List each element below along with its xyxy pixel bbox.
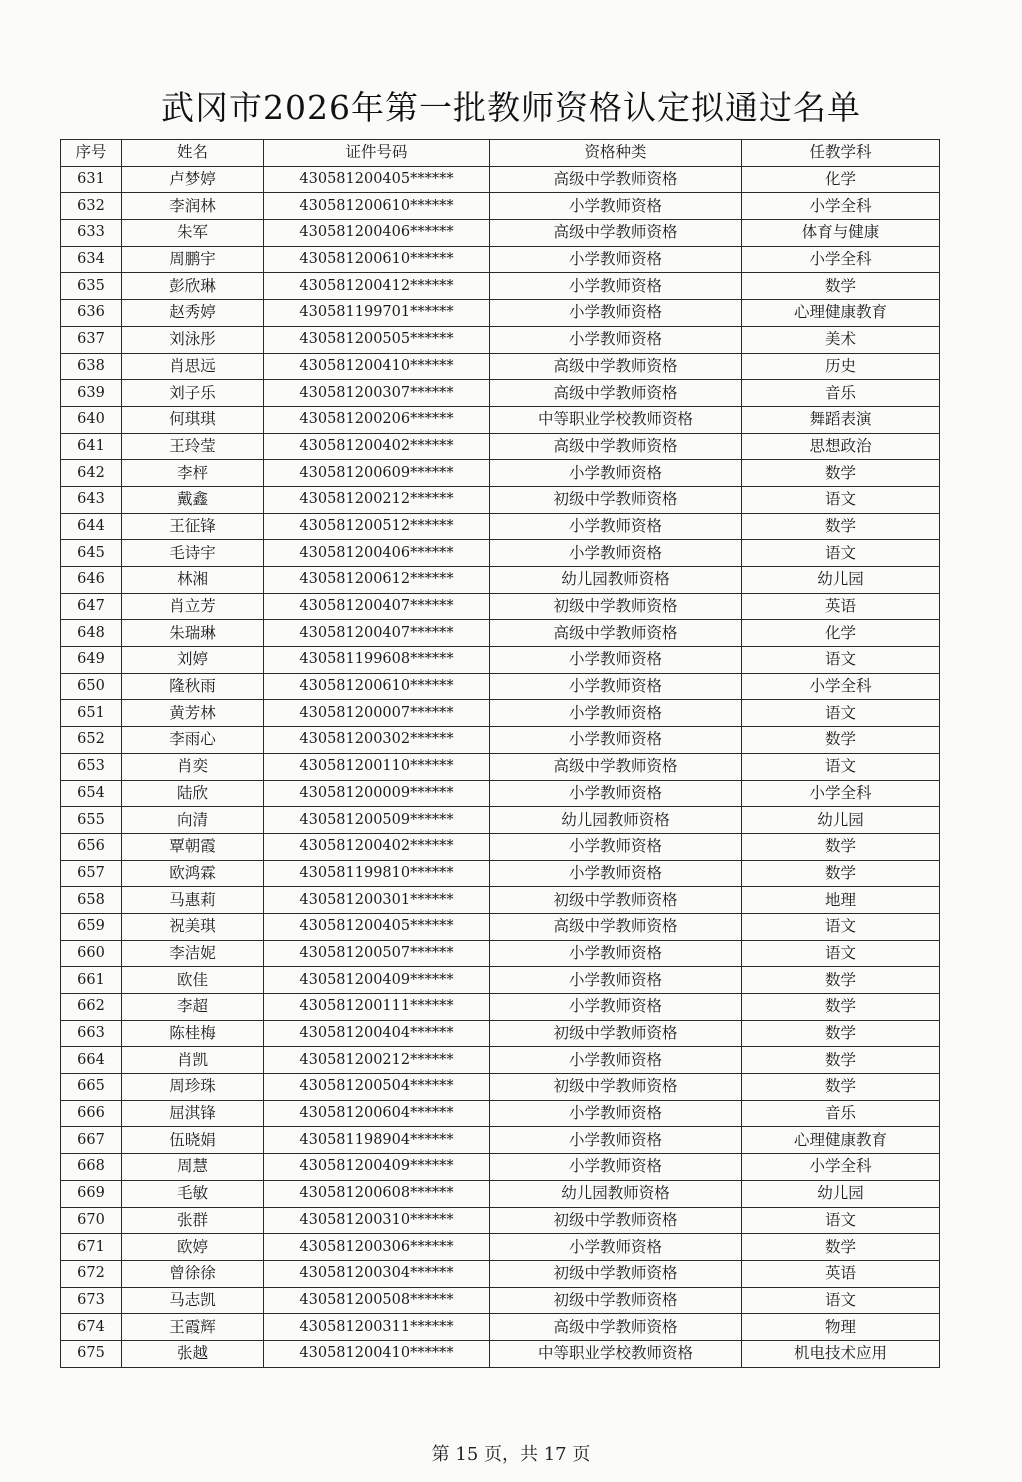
cell-qualification-type: 高级中学教师资格 [490, 620, 742, 647]
table-row [61, 460, 940, 487]
cell-qualification-type: 小学教师资格 [490, 300, 742, 327]
cell-name: 林湘 [122, 567, 264, 594]
cell-seq: 631 [61, 166, 122, 193]
table-row [61, 1154, 940, 1181]
cell-name: 王征锋 [122, 513, 264, 540]
cell-qualification-type: 小学教师资格 [490, 540, 742, 567]
table-row [61, 273, 940, 300]
header-seq: 序号 [61, 140, 122, 167]
table-row [61, 540, 940, 567]
cell-qualification-type: 初级中学教师资格 [490, 1074, 742, 1101]
cell-id-number: 430581200409****** [264, 967, 490, 994]
cell-seq: 670 [61, 1207, 122, 1234]
cell-seq: 648 [61, 620, 122, 647]
cell-id-number: 430581200610****** [264, 193, 490, 220]
cell-id-number: 430581200508****** [264, 1287, 490, 1314]
header-subject: 任教学科 [742, 140, 940, 167]
cell-seq: 638 [61, 353, 122, 380]
cell-qualification-type: 小学教师资格 [490, 1127, 742, 1154]
cell-seq: 632 [61, 193, 122, 220]
cell-id-number: 430581200302****** [264, 727, 490, 754]
cell-name: 张越 [122, 1340, 264, 1367]
cell-id-number: 430581200405****** [264, 913, 490, 940]
cell-subject: 化学 [742, 166, 940, 193]
cell-id-number: 430581199810****** [264, 860, 490, 887]
table-row [61, 593, 940, 620]
cell-id-number: 430581200509****** [264, 807, 490, 834]
cell-seq: 635 [61, 273, 122, 300]
cell-qualification-type: 小学教师资格 [490, 460, 742, 487]
cell-qualification-type: 小学教师资格 [490, 647, 742, 674]
cell-name: 屈淇锋 [122, 1100, 264, 1127]
cell-id-number: 430581200304****** [264, 1260, 490, 1287]
cell-id-number: 430581200512****** [264, 513, 490, 540]
cell-subject: 音乐 [742, 1100, 940, 1127]
cell-subject: 美术 [742, 326, 940, 353]
cell-subject: 语文 [742, 753, 940, 780]
table-row [61, 994, 940, 1021]
cell-seq: 671 [61, 1234, 122, 1261]
cell-name: 黄芳林 [122, 700, 264, 727]
cell-qualification-type: 小学教师资格 [490, 1047, 742, 1074]
cell-seq: 665 [61, 1074, 122, 1101]
cell-name: 毛诗宇 [122, 540, 264, 567]
cell-subject: 数学 [742, 1234, 940, 1261]
cell-seq: 649 [61, 647, 122, 674]
table-row [61, 326, 940, 353]
cell-name: 王玲莹 [122, 433, 264, 460]
cell-subject: 舞蹈表演 [742, 406, 940, 433]
cell-subject: 语文 [742, 1207, 940, 1234]
cell-seq: 641 [61, 433, 122, 460]
cell-qualification-type: 小学教师资格 [490, 326, 742, 353]
cell-qualification-type: 小学教师资格 [490, 1100, 742, 1127]
cell-subject: 小学全科 [742, 1154, 940, 1181]
cell-qualification-type: 初级中学教师资格 [490, 1287, 742, 1314]
cell-qualification-type: 小学教师资格 [490, 673, 742, 700]
cell-name: 王霞辉 [122, 1314, 264, 1341]
cell-seq: 668 [61, 1154, 122, 1181]
cell-subject: 体育与健康 [742, 220, 940, 247]
cell-subject: 小学全科 [742, 246, 940, 273]
cell-id-number: 430581199701****** [264, 300, 490, 327]
cell-id-number: 430581200410****** [264, 1340, 490, 1367]
table-row [61, 1020, 940, 1047]
cell-subject: 数学 [742, 860, 940, 887]
table-row [61, 353, 940, 380]
cell-qualification-type: 小学教师资格 [490, 940, 742, 967]
cell-subject: 机电技术应用 [742, 1340, 940, 1367]
cell-qualification-type: 幼儿园教师资格 [490, 567, 742, 594]
cell-subject: 语文 [742, 940, 940, 967]
cell-name: 李洁妮 [122, 940, 264, 967]
table-row [61, 246, 940, 273]
cell-name: 戴鑫 [122, 486, 264, 513]
cell-id-number: 430581200504****** [264, 1074, 490, 1101]
cell-name: 马惠莉 [122, 887, 264, 914]
table-row [61, 1180, 940, 1207]
cell-name: 周慧 [122, 1154, 264, 1181]
table-row [61, 1047, 940, 1074]
cell-subject: 历史 [742, 353, 940, 380]
cell-seq: 675 [61, 1340, 122, 1367]
cell-id-number: 430581200212****** [264, 486, 490, 513]
cell-name: 刘子乐 [122, 380, 264, 407]
cell-subject: 思想政治 [742, 433, 940, 460]
cell-seq: 656 [61, 833, 122, 860]
table-row [61, 940, 940, 967]
cell-qualification-type: 中等职业学校教师资格 [490, 1340, 742, 1367]
cell-seq: 644 [61, 513, 122, 540]
cell-seq: 652 [61, 727, 122, 754]
cell-qualification-type: 高级中学教师资格 [490, 220, 742, 247]
cell-name: 祝美琪 [122, 913, 264, 940]
cell-subject: 小学全科 [742, 780, 940, 807]
cell-subject: 化学 [742, 620, 940, 647]
cell-name: 肖凯 [122, 1047, 264, 1074]
cell-id-number: 430581200307****** [264, 380, 490, 407]
table-row [61, 780, 940, 807]
cell-subject: 语文 [742, 540, 940, 567]
document-title: 武冈市2026年第一批教师资格认定拟通过名单 [161, 88, 861, 127]
cell-name: 肖奕 [122, 753, 264, 780]
cell-id-number: 430581200206****** [264, 406, 490, 433]
cell-name: 毛敏 [122, 1180, 264, 1207]
cell-id-number: 430581200407****** [264, 593, 490, 620]
cell-id-number: 430581199608****** [264, 647, 490, 674]
cell-id-number: 430581200212****** [264, 1047, 490, 1074]
cell-id-number: 430581200404****** [264, 1020, 490, 1047]
cell-id-number: 430581200604****** [264, 1100, 490, 1127]
cell-id-number: 430581200610****** [264, 246, 490, 273]
cell-id-number: 430581200507****** [264, 940, 490, 967]
table-row [61, 1314, 940, 1341]
cell-seq: 673 [61, 1287, 122, 1314]
cell-seq: 657 [61, 860, 122, 887]
cell-name: 覃朝霞 [122, 833, 264, 860]
cell-subject: 语文 [742, 913, 940, 940]
cell-qualification-type: 小学教师资格 [490, 833, 742, 860]
cell-id-number: 430581200610****** [264, 673, 490, 700]
cell-id-number: 430581200111****** [264, 994, 490, 1021]
cell-seq: 664 [61, 1047, 122, 1074]
table-row [61, 1074, 940, 1101]
cell-seq: 636 [61, 300, 122, 327]
cell-seq: 650 [61, 673, 122, 700]
cell-qualification-type: 初级中学教师资格 [490, 1020, 742, 1047]
cell-subject: 心理健康教育 [742, 300, 940, 327]
cell-subject: 语文 [742, 647, 940, 674]
cell-qualification-type: 小学教师资格 [490, 780, 742, 807]
cell-subject: 数学 [742, 994, 940, 1021]
cell-name: 赵秀婷 [122, 300, 264, 327]
cell-qualification-type: 初级中学教师资格 [490, 887, 742, 914]
cell-id-number: 430581200402****** [264, 433, 490, 460]
table-row [61, 860, 940, 887]
cell-id-number: 430581200410****** [264, 353, 490, 380]
cell-seq: 672 [61, 1260, 122, 1287]
table-row [61, 673, 940, 700]
cell-id-number: 430581200402****** [264, 833, 490, 860]
cell-id-number: 430581200406****** [264, 540, 490, 567]
cell-name: 曾徐徐 [122, 1260, 264, 1287]
cell-qualification-type: 小学教师资格 [490, 1154, 742, 1181]
table-row [61, 753, 940, 780]
cell-subject: 幼儿园 [742, 807, 940, 834]
cell-subject: 数学 [742, 1074, 940, 1101]
table-row [61, 700, 940, 727]
header-name: 姓名 [122, 140, 264, 167]
table-row [61, 193, 940, 220]
cell-seq: 647 [61, 593, 122, 620]
cell-name: 卢梦婷 [122, 166, 264, 193]
cell-qualification-type: 高级中学教师资格 [490, 353, 742, 380]
table-body [61, 166, 940, 1367]
cell-id-number: 430581200612****** [264, 567, 490, 594]
cell-name: 李枰 [122, 460, 264, 487]
cell-subject: 语文 [742, 700, 940, 727]
cell-name: 欧鸿霖 [122, 860, 264, 887]
cell-name: 隆秋雨 [122, 673, 264, 700]
cell-name: 李超 [122, 994, 264, 1021]
cell-name: 朱瑞琳 [122, 620, 264, 647]
cell-name: 伍晓娟 [122, 1127, 264, 1154]
cell-name: 刘婷 [122, 647, 264, 674]
table-row [61, 967, 940, 994]
cell-id-number: 430581200311****** [264, 1314, 490, 1341]
cell-seq: 667 [61, 1127, 122, 1154]
cell-subject: 英语 [742, 1260, 940, 1287]
cell-seq: 645 [61, 540, 122, 567]
cell-name: 李雨心 [122, 727, 264, 754]
cell-name: 向清 [122, 807, 264, 834]
table-row [61, 887, 940, 914]
cell-seq: 658 [61, 887, 122, 914]
cell-name: 刘泳彤 [122, 326, 264, 353]
cell-qualification-type: 小学教师资格 [490, 967, 742, 994]
cell-name: 张群 [122, 1207, 264, 1234]
roster-table [60, 139, 940, 1368]
cell-seq: 653 [61, 753, 122, 780]
cell-qualification-type: 小学教师资格 [490, 727, 742, 754]
cell-seq: 633 [61, 220, 122, 247]
table-row [61, 1207, 940, 1234]
cell-seq: 662 [61, 994, 122, 1021]
cell-subject: 幼儿园 [742, 1180, 940, 1207]
table-row [61, 1234, 940, 1261]
cell-subject: 语文 [742, 486, 940, 513]
table-row [61, 486, 940, 513]
cell-name: 彭欣琳 [122, 273, 264, 300]
table-row [61, 647, 940, 674]
cell-qualification-type: 初级中学教师资格 [490, 593, 742, 620]
table-row [61, 620, 940, 647]
cell-id-number: 430581200409****** [264, 1154, 490, 1181]
cell-seq: 634 [61, 246, 122, 273]
cell-seq: 637 [61, 326, 122, 353]
cell-id-number: 430581200505****** [264, 326, 490, 353]
cell-name: 马志凯 [122, 1287, 264, 1314]
cell-seq: 654 [61, 780, 122, 807]
cell-qualification-type: 小学教师资格 [490, 193, 742, 220]
table-row [61, 913, 940, 940]
cell-name: 欧婷 [122, 1234, 264, 1261]
cell-qualification-type: 高级中学教师资格 [490, 380, 742, 407]
table-row [61, 1127, 940, 1154]
cell-qualification-type: 小学教师资格 [490, 860, 742, 887]
cell-seq: 642 [61, 460, 122, 487]
table-row [61, 833, 940, 860]
table-row [61, 220, 940, 247]
cell-qualification-type: 初级中学教师资格 [490, 1207, 742, 1234]
cell-id-number: 430581200405****** [264, 166, 490, 193]
cell-name: 周珍珠 [122, 1074, 264, 1101]
table-row [61, 727, 940, 754]
cell-qualification-type: 高级中学教师资格 [490, 753, 742, 780]
cell-subject: 物理 [742, 1314, 940, 1341]
cell-subject: 音乐 [742, 380, 940, 407]
header-id-number: 证件号码 [264, 140, 490, 167]
cell-subject: 数学 [742, 1047, 940, 1074]
cell-seq: 661 [61, 967, 122, 994]
cell-seq: 651 [61, 700, 122, 727]
cell-subject: 数学 [742, 967, 940, 994]
table-row [61, 166, 940, 193]
cell-id-number: 430581200407****** [264, 620, 490, 647]
cell-subject: 幼儿园 [742, 567, 940, 594]
cell-qualification-type: 初级中学教师资格 [490, 1260, 742, 1287]
cell-subject: 英语 [742, 593, 940, 620]
cell-qualification-type: 小学教师资格 [490, 513, 742, 540]
table-row [61, 1287, 940, 1314]
cell-id-number: 430581200608****** [264, 1180, 490, 1207]
cell-subject: 数学 [742, 833, 940, 860]
cell-subject: 小学全科 [742, 193, 940, 220]
table-row [61, 300, 940, 327]
cell-name: 李润林 [122, 193, 264, 220]
cell-seq: 646 [61, 567, 122, 594]
table-header-row [61, 140, 940, 167]
table-row [61, 406, 940, 433]
cell-qualification-type: 幼儿园教师资格 [490, 807, 742, 834]
cell-id-number: 430581200007****** [264, 700, 490, 727]
cell-seq: 655 [61, 807, 122, 834]
cell-id-number: 430581200406****** [264, 220, 490, 247]
cell-name: 陈桂梅 [122, 1020, 264, 1047]
cell-subject: 数学 [742, 273, 940, 300]
table-row [61, 433, 940, 460]
cell-qualification-type: 小学教师资格 [490, 1234, 742, 1261]
table-row [61, 1100, 940, 1127]
cell-seq: 640 [61, 406, 122, 433]
cell-name: 朱军 [122, 220, 264, 247]
cell-qualification-type: 初级中学教师资格 [490, 486, 742, 513]
cell-name: 陆欣 [122, 780, 264, 807]
cell-qualification-type: 中等职业学校教师资格 [490, 406, 742, 433]
table-row [61, 513, 940, 540]
cell-seq: 663 [61, 1020, 122, 1047]
cell-subject: 数学 [742, 1020, 940, 1047]
cell-seq: 659 [61, 913, 122, 940]
cell-qualification-type: 幼儿园教师资格 [490, 1180, 742, 1207]
cell-subject: 语文 [742, 1287, 940, 1314]
cell-qualification-type: 小学教师资格 [490, 246, 742, 273]
table-row [61, 807, 940, 834]
table-row [61, 380, 940, 407]
header-qualification-type: 资格种类 [490, 140, 742, 167]
cell-qualification-type: 高级中学教师资格 [490, 433, 742, 460]
cell-id-number: 430581200306****** [264, 1234, 490, 1261]
cell-subject: 数学 [742, 513, 940, 540]
cell-seq: 669 [61, 1180, 122, 1207]
cell-qualification-type: 小学教师资格 [490, 700, 742, 727]
cell-qualification-type: 小学教师资格 [490, 994, 742, 1021]
cell-name: 欧佳 [122, 967, 264, 994]
cell-id-number: 430581200609****** [264, 460, 490, 487]
cell-id-number: 430581200009****** [264, 780, 490, 807]
table-row [61, 567, 940, 594]
cell-name: 肖立芳 [122, 593, 264, 620]
cell-name: 肖思远 [122, 353, 264, 380]
cell-qualification-type: 高级中学教师资格 [490, 1314, 742, 1341]
cell-qualification-type: 高级中学教师资格 [490, 166, 742, 193]
cell-subject: 地理 [742, 887, 940, 914]
cell-id-number: 430581198904****** [264, 1127, 490, 1154]
cell-qualification-type: 高级中学教师资格 [490, 913, 742, 940]
table-row [61, 1340, 940, 1367]
cell-seq: 660 [61, 940, 122, 967]
cell-seq: 639 [61, 380, 122, 407]
cell-id-number: 430581200110****** [264, 753, 490, 780]
cell-subject: 数学 [742, 460, 940, 487]
cell-qualification-type: 小学教师资格 [490, 273, 742, 300]
cell-subject: 数学 [742, 727, 940, 754]
cell-id-number: 430581200310****** [264, 1207, 490, 1234]
table-row [61, 1260, 940, 1287]
cell-id-number: 430581200301****** [264, 887, 490, 914]
cell-id-number: 430581200412****** [264, 273, 490, 300]
page-footer: 第 15 页，共 17 页 [431, 1444, 591, 1465]
cell-seq: 643 [61, 486, 122, 513]
cell-name: 周鹏宇 [122, 246, 264, 273]
cell-seq: 666 [61, 1100, 122, 1127]
cell-seq: 674 [61, 1314, 122, 1341]
cell-subject: 心理健康教育 [742, 1127, 940, 1154]
cell-subject: 小学全科 [742, 673, 940, 700]
cell-name: 何琪琪 [122, 406, 264, 433]
